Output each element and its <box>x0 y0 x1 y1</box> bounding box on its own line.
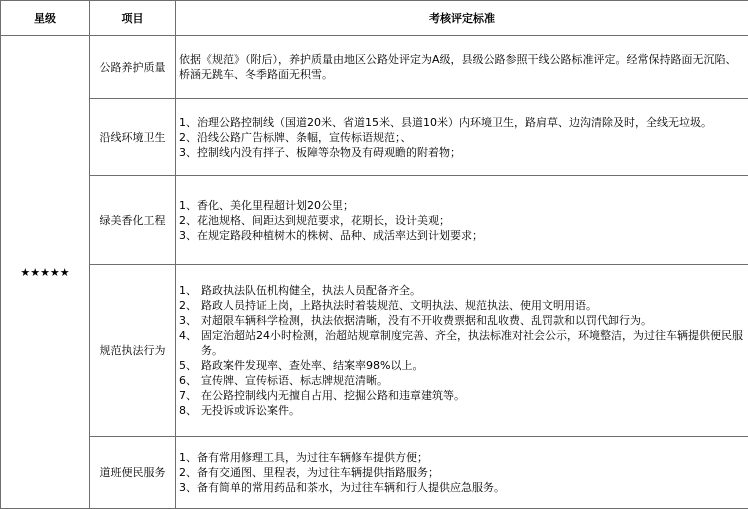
standard-line: 3、控制线内没有拌子、板障等杂物及有碍观瞻的附着物； <box>179 145 461 159</box>
table-row <box>1 437 748 509</box>
standard-cell <box>176 437 748 509</box>
item-cell: 道班便民服务 <box>90 437 176 509</box>
item-cell: 沿线环境卫生 <box>90 99 176 176</box>
header-row <box>1 1 748 36</box>
standard-line: 2、花池规格、间距达到规范要求，花期长，设计美观； <box>179 213 450 227</box>
star-rating: ★★★★★ <box>1 36 90 509</box>
enum-item: 1、 路政执法队伍机构健全，执法人员配备齐全。 <box>179 284 421 297</box>
header-item: 项目 <box>90 1 176 36</box>
standard-line: 1、备有常用修理工具，为过往车辆修车提供方便； <box>179 451 428 464</box>
standard-line: 依据《规范》（附后），养护质量由地区公路处评定为A级，县级公路参照干线公路标准评定。经常保持路面无沉陷、桥涵无跳车、冬季路面无积雪。 <box>179 53 737 81</box>
standard-cell <box>176 36 748 99</box>
standard-line: 1、治理公路控制线（国道20米、省道15米、县道10米）内环境卫生，路肩草、边沟清除及时，全线无垃圾。 <box>179 115 712 129</box>
enum-item: 7、 在公路控制线内无擅自占用、挖掘公路和违章建筑等。 <box>179 389 465 402</box>
item-cell: 公路养护质量 <box>90 36 176 99</box>
enum-item: 5、 路政案件发现率、查处率、结案率98%以上。 <box>179 359 424 372</box>
enum-item: 3、 对超限车辆科学检测，执法依据清晰，没有不开收费票据和乱收费、乱罚款和以罚代卸行为。 <box>179 314 652 327</box>
standard-line: 2、沿线公路广告标牌、条幅，宣传标语规范；、 <box>179 130 412 144</box>
header-standard: 考核评定标准 <box>176 1 748 36</box>
standard-line: 3、在规定路段种植树木的株树、品种、成活率达到计划要求； <box>179 228 483 242</box>
enum-item: 8、 无投诉或诉讼案件。 <box>179 404 300 417</box>
table-row <box>1 36 748 99</box>
standard-cell <box>176 176 748 265</box>
item-cell: 绿美香化工程 <box>90 176 176 265</box>
standard-line: 1、香化、美化里程超计划20公里； <box>179 198 354 212</box>
table-row <box>1 265 748 437</box>
header-star: 星级 <box>1 1 90 36</box>
enum-item: 2、 路政人员持证上岗，上路执法时着装规范、文明执法、规范执法、使用文明用语。 <box>179 299 597 312</box>
item-cell: 规范执法行为 <box>90 265 176 437</box>
table-row <box>1 99 748 176</box>
standard-line: 2、备有交通图、里程表，为过往车辆提供指路服务； <box>179 466 439 479</box>
standard-cell <box>176 265 748 437</box>
enum-item: 4、 固定治超站24小时检测，治超站规章制度完善、齐全，执法标准对社会公示，环境整洁，为过往车辆提供便民服务。 <box>179 329 743 357</box>
standard-cell <box>176 99 748 176</box>
standard-line: 3、备有简单的常用药品和茶水，为过往车辆和行人提供应急服务。 <box>179 481 505 494</box>
enum-item: 6、 宣传牌、宣传标语、标志牌规范清晰。 <box>179 374 388 387</box>
table-row <box>1 176 748 265</box>
